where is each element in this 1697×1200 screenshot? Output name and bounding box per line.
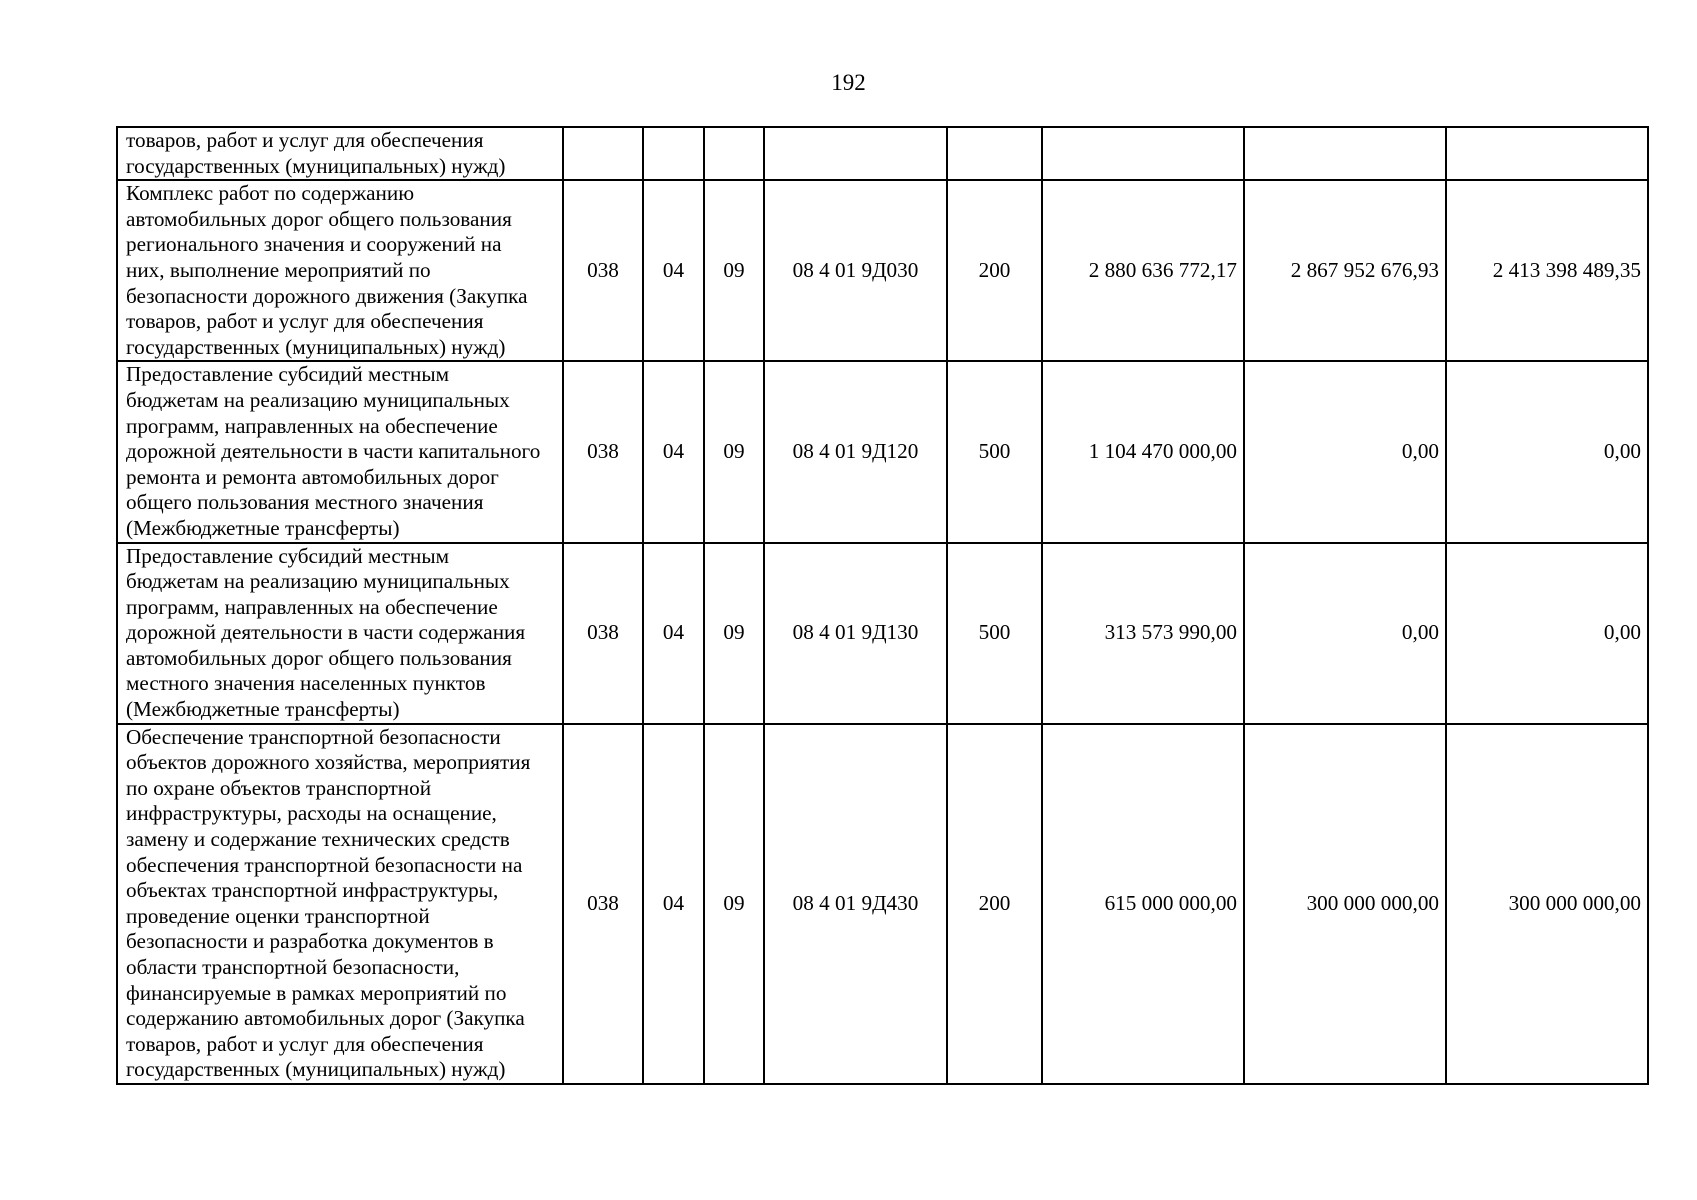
expense-type-code: 500 — [947, 361, 1042, 542]
budget-table — [116, 126, 1649, 1085]
table-row — [117, 127, 1648, 180]
sum-year-2: 0,00 — [1244, 543, 1446, 724]
subsection-code: 09 — [704, 543, 764, 724]
sum-year-3: 0,00 — [1446, 543, 1648, 724]
ministry-code: 038 — [563, 361, 643, 542]
sum-year-3: 0,00 — [1446, 361, 1648, 542]
expense-type-code: 500 — [947, 543, 1042, 724]
subsection-code: 09 — [704, 361, 764, 542]
section-code: 04 — [643, 724, 704, 1084]
target-article-code: 08 4 01 9Д130 — [764, 543, 947, 724]
row-description: товаров, работ и услуг для обеспечения государственных (муниципальных) нужд) — [117, 127, 563, 180]
target-article-code — [764, 127, 947, 180]
expense-type-code — [947, 127, 1042, 180]
target-article-code: 08 4 01 9Д430 — [764, 724, 947, 1084]
sum-year-2: 2 867 952 676,93 — [1244, 180, 1446, 361]
table-row — [117, 361, 1648, 542]
sum-year-1 — [1042, 127, 1244, 180]
row-description: Обеспечение транспортной безопасности объектов дорожного хозяйства, мероприятия по охране объектов транспортной инфраструктуры, расходы на оснащение, замену и содержание технических средств обеспечения транспортной безопасности на объектах транспортной инфраструктуры, проведение оценки транспортной безопасности и разработка документов в области транспортной безопасности, финансируемые в рамках мероприятий по содержанию автомобильных дорог (Закупка товаров, работ и услуг для обеспечения государственных (муниципальных) нужд) — [117, 724, 563, 1084]
sum-year-1: 615 000 000,00 — [1042, 724, 1244, 1084]
target-article-code: 08 4 01 9Д120 — [764, 361, 947, 542]
page-number: 192 — [831, 70, 866, 95]
row-description: Предоставление субсидий местным бюджетам на реализацию муниципальных программ, направленных на обеспечение дорожной деятельности в части содержания автомобильных дорог общего пользования местного значения населенных пунктов (Межбюджетные трансферты) — [117, 543, 563, 724]
sum-year-3: 300 000 000,00 — [1446, 724, 1648, 1084]
section-code — [643, 127, 704, 180]
ministry-code — [563, 127, 643, 180]
row-description: Комплекс работ по содержанию автомобильных дорог общего пользования регионального значения и сооружений на них, выполнение мероприятий по безопасности дорожного движения (Закупка товаров, работ и услуг для обеспечения государственных (муниципальных) нужд) — [117, 180, 563, 361]
sum-year-1: 1 104 470 000,00 — [1042, 361, 1244, 542]
sum-year-2: 300 000 000,00 — [1244, 724, 1446, 1084]
section-code: 04 — [643, 361, 704, 542]
sum-year-1: 2 880 636 772,17 — [1042, 180, 1244, 361]
table-row — [117, 543, 1648, 724]
subsection-code — [704, 127, 764, 180]
table-row — [117, 724, 1648, 1084]
row-description: Предоставление субсидий местным бюджетам на реализацию муниципальных программ, направленных на обеспечение дорожной деятельности в части капитального ремонта и ремонта автомобильных дорог общего пользования местного значения (Межбюджетные трансферты) — [117, 361, 563, 542]
section-code: 04 — [643, 180, 704, 361]
expense-type-code: 200 — [947, 180, 1042, 361]
table-row — [117, 180, 1648, 361]
sum-year-1: 313 573 990,00 — [1042, 543, 1244, 724]
subsection-code: 09 — [704, 724, 764, 1084]
ministry-code: 038 — [563, 543, 643, 724]
target-article-code: 08 4 01 9Д030 — [764, 180, 947, 361]
section-code: 04 — [643, 543, 704, 724]
expense-type-code: 200 — [947, 724, 1042, 1084]
sum-year-3 — [1446, 127, 1648, 180]
ministry-code: 038 — [563, 180, 643, 361]
ministry-code: 038 — [563, 724, 643, 1084]
sum-year-2: 0,00 — [1244, 361, 1446, 542]
sum-year-2 — [1244, 127, 1446, 180]
sum-year-3: 2 413 398 489,35 — [1446, 180, 1648, 361]
subsection-code: 09 — [704, 180, 764, 361]
